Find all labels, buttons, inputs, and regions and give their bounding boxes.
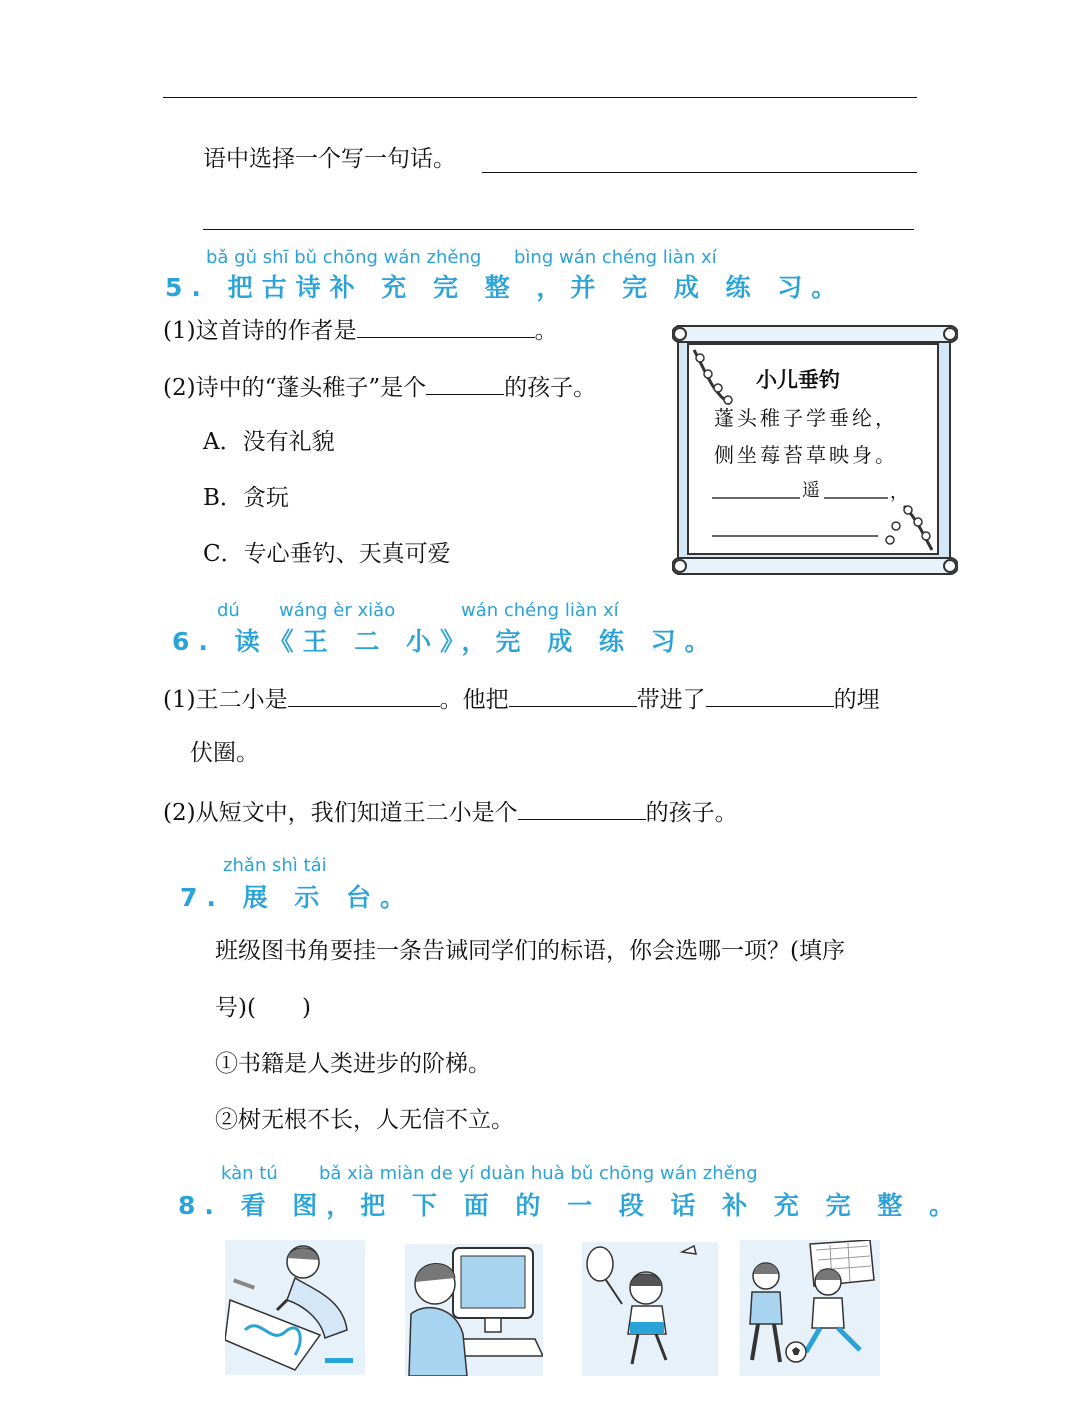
continuation-text: 语中选择一个写一句话。 — [203, 146, 456, 172]
answer-blank[interactable] — [518, 799, 646, 820]
q5-option-a[interactable]: A．没有礼貌 — [203, 429, 335, 455]
poem-title: 小儿垂钓 — [756, 368, 840, 392]
q6-pinyin: wán chéng liàn xí — [461, 600, 619, 621]
q6-item1-cont: 伏圈。 — [190, 740, 259, 766]
q8-pinyin: bǎ xià miàn de yí duàn huà bǔ chōng wán zhěng — [319, 1163, 758, 1184]
q5-item2: (2)诗中的“蓬头稚子”是个 的孩子。 — [163, 375, 597, 401]
q5-pinyin: bìng wán chéng liàn xí — [514, 247, 717, 268]
drawing-picture — [225, 1240, 365, 1375]
poem-line-3-mid: 遥 — [802, 480, 820, 501]
q8-heading: 8. 看 图，把 下 面 的 一 段 话 补 充 完 整 。 — [178, 1191, 964, 1220]
q5-pinyin: bǎ gǔ shī bǔ chōng wán zhěng — [206, 247, 482, 268]
poem-line-3-end: ， — [890, 482, 908, 503]
q7-question-cont[interactable]: 号)( ) — [215, 995, 311, 1021]
poem-scroll — [672, 322, 958, 578]
q5-option-c[interactable]: C．专心垂钓、天真可爱 — [203, 541, 451, 567]
soccer-picture — [740, 1240, 880, 1376]
q8-pinyin: kàn tú — [221, 1163, 278, 1184]
q6-item2: (2)从短文中，我们知道王二小是个 的孩子。 — [163, 800, 738, 826]
answer-line[interactable] — [203, 229, 914, 230]
q7-option-2: ②树无根不长，人无信不立。 — [215, 1107, 514, 1133]
q5-option-b[interactable]: B．贪玩 — [203, 485, 289, 511]
q7-heading: 7. 展 示 台。 — [180, 883, 415, 912]
q7-question: 班级图书角要挂一条告诫同学们的标语，你会选哪一项？(填序 — [215, 938, 845, 964]
q5-heading: 5. 把古诗补 充 完 整 ，并 完 成 练 习。 — [165, 273, 846, 302]
badminton-picture — [582, 1242, 718, 1376]
top-rule — [163, 97, 917, 98]
answer-blank[interactable] — [357, 317, 535, 338]
answer-line[interactable] — [482, 172, 917, 173]
poem-line-1: 蓬头稚子学垂纶， — [714, 406, 898, 430]
q7-option-1: ①书籍是人类进步的阶梯。 — [215, 1051, 491, 1077]
q6-heading: 6. 读《王 二 小》，完 成 练 习。 — [172, 627, 719, 656]
answer-blank[interactable] — [426, 374, 504, 395]
computer-picture — [405, 1244, 543, 1376]
answer-blank[interactable] — [288, 686, 440, 707]
q5-item1: (1)这首诗的作者是 。 — [163, 318, 558, 344]
poem-line-2: 侧坐莓苔草映身。 — [714, 443, 898, 467]
q6-pinyin: wáng èr xiǎo — [279, 600, 396, 621]
answer-blank[interactable] — [706, 686, 834, 707]
q7-pinyin: zhǎn shì tái — [223, 855, 327, 876]
answer-blank[interactable] — [509, 686, 637, 707]
q6-pinyin: dú — [217, 600, 240, 621]
q6-item1: (1)王二小是 。他把 带进了 的埋 — [163, 687, 880, 713]
